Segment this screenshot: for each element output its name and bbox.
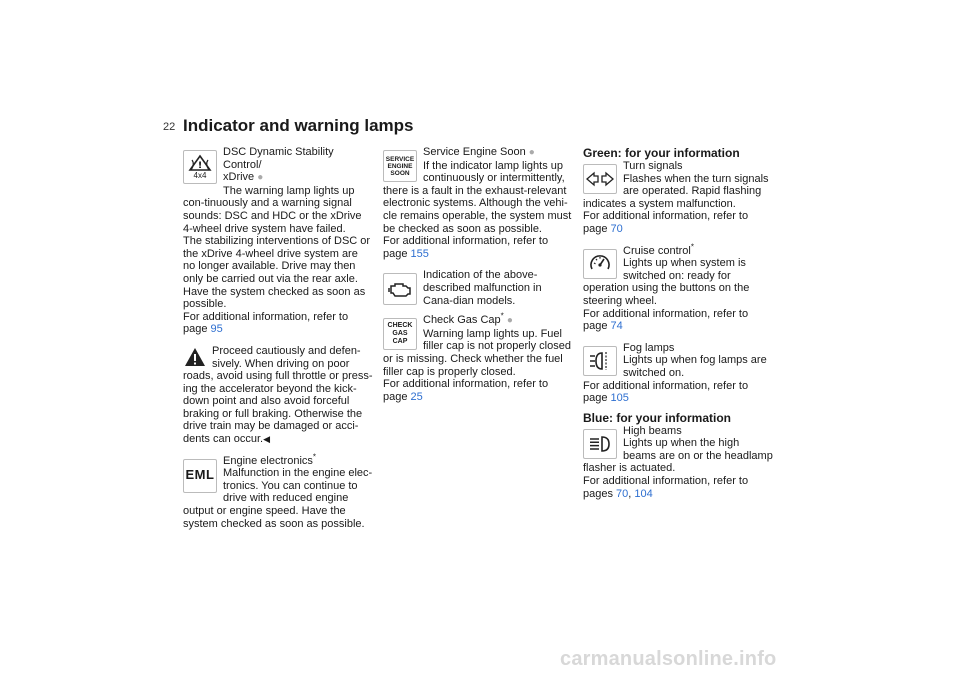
fog-ref-text: For additional information, refer to page xyxy=(583,379,749,405)
cruise-page-link[interactable]: 74 xyxy=(610,320,623,333)
column-1 xyxy=(183,146,373,530)
ses-icon-label: SERVICE ENGINE SOON xyxy=(385,155,415,177)
ses-heading: Service Engine Soon xyxy=(423,146,526,158)
fog-lamp-icon xyxy=(583,346,617,376)
service-engine-soon-entry xyxy=(383,146,573,260)
fog-body: Lights up when fog lamps are switched on. xyxy=(623,354,767,379)
eml-icon xyxy=(183,459,217,493)
caution-text: Proceed cautiously and defen-sively. When driving on poor roads, avoid using full throttle or press-ing the accelerator beyond the kick-down point and also avoid forceful braking or full braking. Otherwise the drive train may be damaged or acci-dents can occur. xyxy=(183,344,373,446)
cruise-body: Lights up when system is switched on: ready for operation using the buttons on the steering wheel. xyxy=(583,257,750,307)
ses-ref-text: For additional information, refer to page xyxy=(383,235,549,260)
eml-icon-label: EML xyxy=(185,467,215,483)
high-beams-entry xyxy=(583,425,773,501)
green-section-heading: Green: for your information xyxy=(583,146,740,160)
gascap-body: Warning lamp lights up. Fuel filler cap is not properly closed or is missing. Check whether the fuel filler cap is properly closed. xyxy=(383,327,571,378)
check-gas-cap-entry xyxy=(383,311,573,403)
gascap-ref-text: For additional information, refer to page xyxy=(383,378,549,403)
caution-triangle-icon xyxy=(184,347,206,367)
status-dot-icon: ● xyxy=(528,147,535,158)
blue-section-heading: Blue: for your information xyxy=(583,410,731,425)
turn-page-link[interactable]: 70 xyxy=(610,222,623,235)
eml-star: * xyxy=(312,452,317,461)
gascap-page-link[interactable]: 25 xyxy=(410,390,423,403)
svg-text:!: ! xyxy=(197,161,203,171)
high-beam-icon xyxy=(583,429,617,459)
eml-heading: Engine electronics xyxy=(223,454,313,467)
page-number: 22 xyxy=(163,121,176,133)
cruise-heading: Cruise control xyxy=(623,244,691,257)
high-ref-sep: , xyxy=(628,487,632,500)
cruise-star: * xyxy=(690,241,694,251)
watermark: carmanualsonline.info xyxy=(560,648,777,670)
high-heading: High beams xyxy=(623,424,682,437)
gascap-icon-label: CHECK GAS CAP xyxy=(387,322,413,346)
dsc-icon-label: 4x4 xyxy=(193,171,207,180)
status-dot-icon: ● xyxy=(257,172,264,184)
cruise-control-entry xyxy=(583,241,773,333)
turn-heading: Turn signals xyxy=(623,160,683,172)
ses-body: If the indicator lamp lights up continuously or intermittently, there is a fault in the exhaust-relevant electronic systems. Although the vehi-cle remains operable, the system must be checked as soon as possible. xyxy=(383,159,572,235)
caution-entry xyxy=(183,345,373,446)
dsc-body-3: Have the system checked as soon as possible. xyxy=(183,285,366,311)
eml-entry xyxy=(183,452,373,531)
dsc-page-link[interactable]: 95 xyxy=(210,323,223,336)
engine-body: Indication of the above-described malfunction in Cana-dian models. xyxy=(423,269,542,307)
end-mark-icon: ◀ xyxy=(263,434,271,445)
high-ref-text: For additional information, refer to pages xyxy=(583,475,749,500)
gascap-heading: Check Gas Cap xyxy=(423,314,501,327)
cruise-ref-text: For additional information, refer to page xyxy=(583,307,749,333)
dsc-heading-1: DSC Dynamic Stability Control/ xyxy=(223,146,334,171)
turn-body: Flashes when the turn signals are operated. Rapid flashing indicates a system malfunction. xyxy=(583,172,769,210)
service-engine-soon-icon xyxy=(383,150,417,182)
page-title: Indicator and warning lamps xyxy=(183,116,414,135)
column-2 xyxy=(383,146,573,403)
turn-signal-arrows-icon xyxy=(583,164,617,194)
high-page-link-1[interactable]: 70 xyxy=(616,487,629,500)
engine-entry xyxy=(383,269,573,307)
dsc-body: The warning lamp lights up con-tinuously and a warning signal sounds: DSC and HDC or the xDrive 4-wheel drive system have failed. xyxy=(183,184,362,235)
dsc-body-2: The stabilizing interventions of DSC or the xDrive 4-wheel drive system are no longer available. Drive may then only be carried out via the rear axle. xyxy=(183,235,371,285)
dsc-ref-text: For additional information, refer to page xyxy=(183,310,349,336)
eml-body: Malfunction in the engine elec-tronics. You can continue to drive with reduced engine output or engine speed. Have the system checked as soon as possible. xyxy=(183,467,373,530)
column-3 xyxy=(583,146,773,500)
high-page-link-2[interactable]: 104 xyxy=(634,487,653,500)
turn-signals-entry xyxy=(583,160,773,236)
fog-page-link[interactable]: 105 xyxy=(610,392,629,405)
ses-page-link[interactable]: 155 xyxy=(410,247,429,260)
status-dot-icon: ● xyxy=(506,315,513,327)
check-gas-cap-icon xyxy=(383,318,417,350)
high-body: Lights up when the high beams are on or the headlamp flasher is actuated. xyxy=(583,437,773,475)
fog-heading: Fog lamps xyxy=(623,341,675,354)
gascap-star: * xyxy=(500,311,504,321)
engine-icon xyxy=(383,273,417,305)
dsc-4x4-warning-icon xyxy=(183,150,217,184)
cruise-control-icon xyxy=(583,249,617,279)
turn-ref-text: For additional information, refer to page xyxy=(583,210,749,235)
fog-lamps-entry xyxy=(583,342,773,405)
dsc-heading-2: xDrive xyxy=(223,171,255,184)
dsc-entry xyxy=(183,146,373,336)
